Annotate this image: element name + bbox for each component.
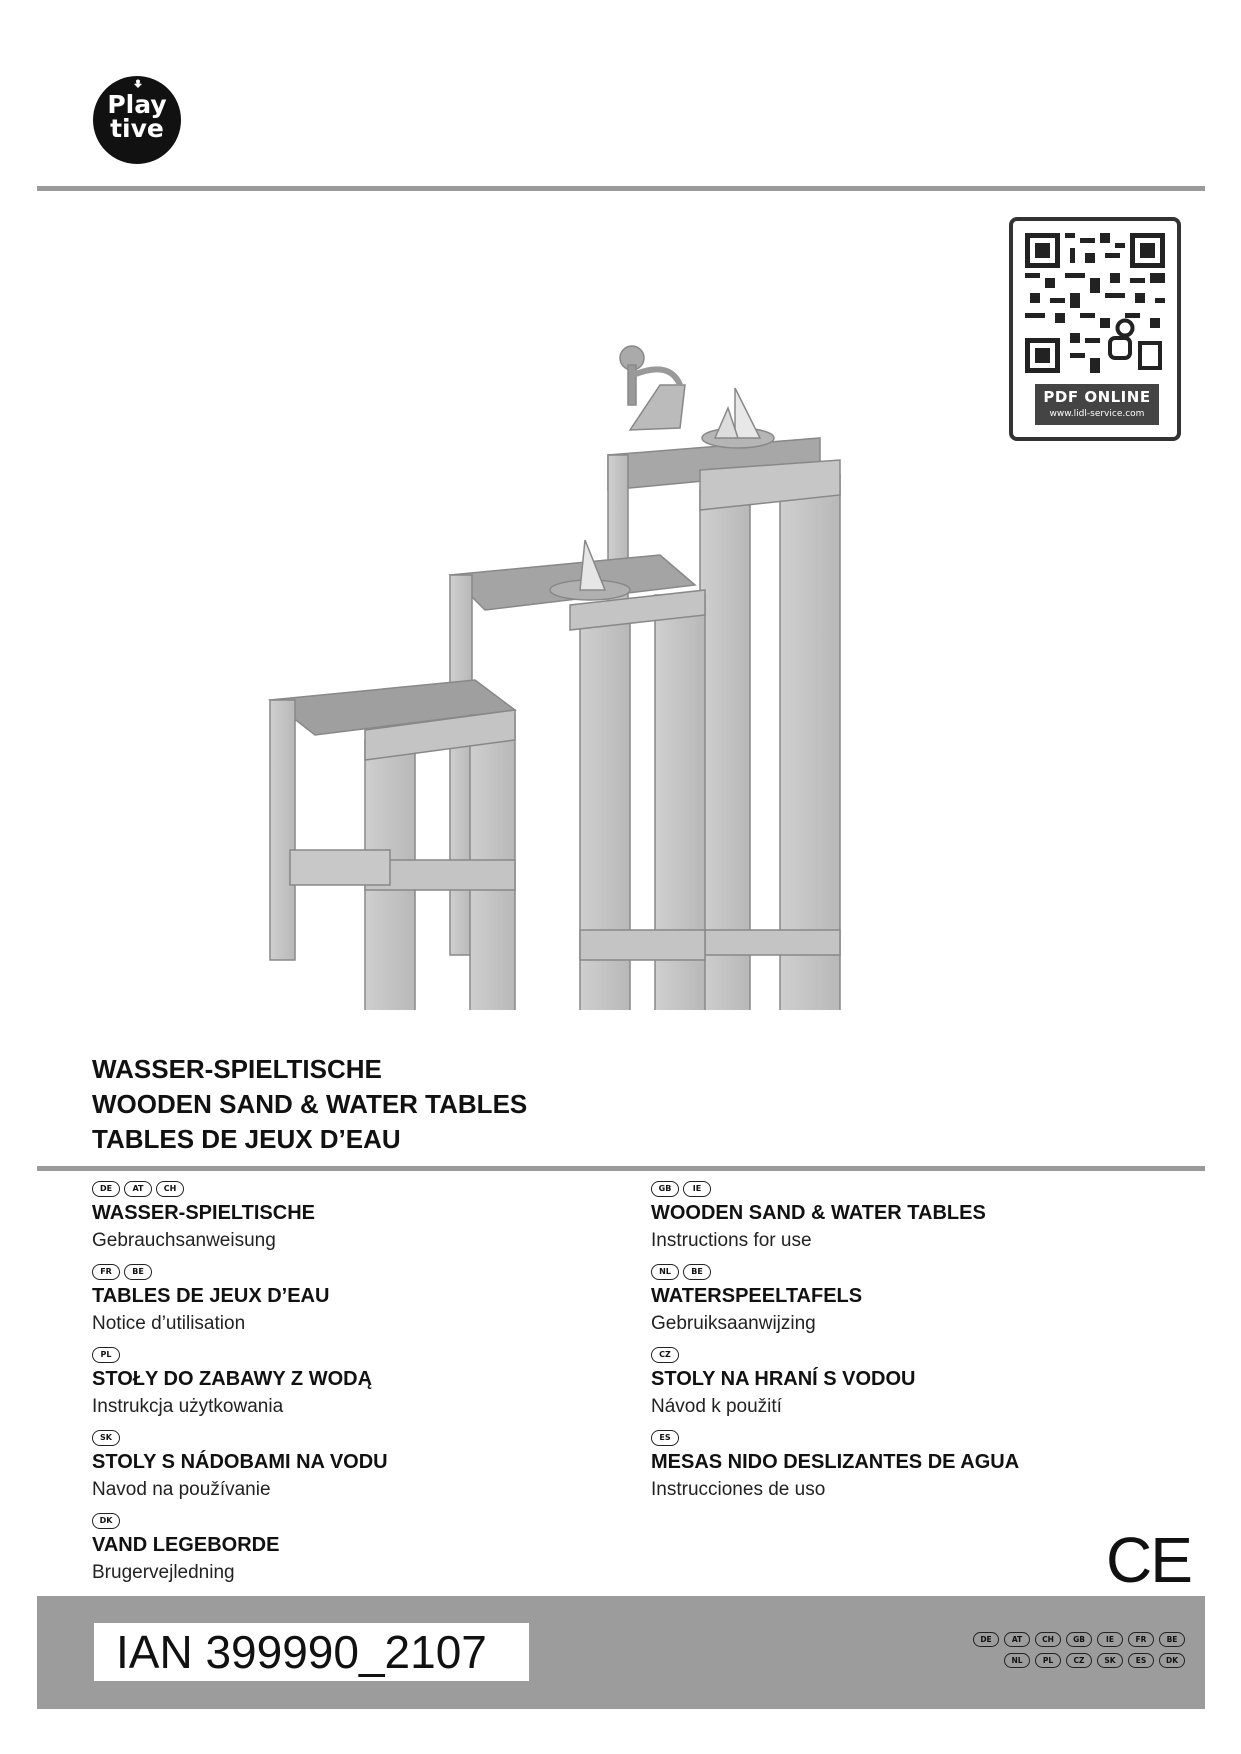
country-flags: [92, 1344, 652, 1366]
language-title: WOODEN SAND & WATER TABLES: [651, 1202, 986, 1224]
country-code-badge: IE: [683, 1181, 711, 1197]
country-flags: [651, 1344, 1211, 1366]
country-code-badge: CZ: [651, 1347, 679, 1363]
country-code-badge: CH: [1035, 1632, 1061, 1647]
footer-flags-row: [955, 1653, 1185, 1668]
small-table-illustration: [270, 680, 515, 1010]
language-title: STOŁY DO ZABAWY Z WODĄ: [92, 1368, 373, 1390]
language-subtitle: Instrucciones de uso: [651, 1479, 826, 1500]
ce-mark: CE: [1106, 1524, 1191, 1596]
country-code-badge: ES: [1128, 1653, 1154, 1668]
language-title: WASSER-SPIELTISCHE: [92, 1202, 315, 1224]
country-code-badge: GB: [651, 1181, 679, 1197]
country-flags: [651, 1178, 1211, 1200]
product-titles: [92, 1052, 527, 1157]
country-code-badge: SK: [92, 1430, 120, 1446]
country-code-badge: ES: [651, 1430, 679, 1446]
country-flags: [92, 1510, 652, 1532]
language-title: VAND LEGEBORDE: [92, 1534, 280, 1556]
title-de: WASSER-SPIELTISCHE: [92, 1054, 382, 1084]
country-code-badge: NL: [651, 1264, 679, 1280]
country-code-badge: AT: [1004, 1632, 1030, 1647]
top-divider: [37, 186, 1205, 191]
middle-divider: [37, 1166, 1205, 1171]
language-subtitle: Instructions for use: [651, 1230, 812, 1251]
country-code-badge: PL: [92, 1347, 120, 1363]
logo-person-icon: [133, 79, 143, 89]
qr-code-box[interactable]: [1009, 217, 1181, 441]
logo-text-line1: Play: [107, 90, 167, 119]
language-entry: [92, 1344, 652, 1427]
language-entry: [651, 1344, 1211, 1427]
country-code-badge: DK: [1159, 1653, 1185, 1668]
country-code-badge: BE: [1159, 1632, 1185, 1647]
country-code-badge: GB: [1066, 1632, 1092, 1647]
language-entry: [651, 1261, 1211, 1344]
footer-flags-row: [955, 1632, 1185, 1647]
country-flags: [92, 1178, 652, 1200]
language-title: MESAS NIDO DESLIZANTES DE AGUA: [651, 1451, 1020, 1473]
tall-table-illustration: [608, 346, 840, 1010]
pdf-online-url: www.lidl-service.com: [1049, 409, 1145, 419]
qr-code-icon: [1025, 233, 1165, 373]
product-illustration: [140, 210, 960, 1010]
country-code-badge: CH: [156, 1181, 184, 1197]
country-flags: [92, 1261, 652, 1283]
language-entry: [92, 1261, 652, 1344]
country-code-badge: BE: [124, 1264, 152, 1280]
footer-country-flags: [955, 1632, 1185, 1674]
language-subtitle: Navod na používanie: [92, 1479, 271, 1500]
language-subtitle: Návod k použití: [651, 1396, 782, 1417]
title-fr: TABLES DE JEUX D’EAU: [92, 1124, 401, 1154]
country-code-badge: NL: [1004, 1653, 1030, 1668]
language-entry: [651, 1178, 1211, 1261]
language-title: WATERSPEELTAFELS: [651, 1285, 863, 1307]
language-column-right: [651, 1178, 1211, 1510]
language-title: STOLY NA HRANÍ S VODOU: [651, 1368, 916, 1390]
language-title: STOLY S NÁDOBAMI NA VODU: [92, 1451, 388, 1473]
country-code-badge: DE: [92, 1181, 120, 1197]
language-subtitle: Gebrauchsanweisung: [92, 1230, 276, 1251]
language-column-left: [92, 1178, 652, 1593]
country-code-badge: DK: [92, 1513, 120, 1529]
language-subtitle: Notice d’utilisation: [92, 1313, 246, 1334]
pdf-online-label: PDF ONLINE: [1043, 388, 1151, 406]
pdf-online-badge: [1035, 384, 1159, 425]
language-entry: [92, 1178, 652, 1261]
country-flags: [651, 1261, 1211, 1283]
footer-band: [37, 1596, 1205, 1709]
language-subtitle: Brugervejledning: [92, 1562, 235, 1583]
language-subtitle: Instrukcja użytkowania: [92, 1396, 284, 1417]
title-gb: WOODEN SAND & WATER TABLES: [92, 1089, 528, 1119]
language-entry: [92, 1510, 652, 1593]
country-code-badge: FR: [92, 1264, 120, 1280]
country-code-badge: CZ: [1066, 1653, 1092, 1668]
country-code-badge: DE: [973, 1632, 999, 1647]
country-flags: [651, 1427, 1211, 1449]
logo-text-line2: tive: [110, 114, 164, 143]
country-code-badge: BE: [683, 1264, 711, 1280]
country-code-badge: AT: [124, 1181, 152, 1197]
country-code-badge: FR: [1128, 1632, 1154, 1647]
country-code-badge: IE: [1097, 1632, 1123, 1647]
country-code-badge: PL: [1035, 1653, 1061, 1668]
ian-number: IAN 399990_2107: [94, 1623, 529, 1681]
language-entry: [92, 1427, 652, 1510]
language-subtitle: Gebruiksaanwijzing: [651, 1313, 816, 1334]
playtive-logo: [93, 76, 181, 164]
language-entry: [651, 1427, 1211, 1510]
language-title: TABLES DE JEUX D’EAU: [92, 1285, 330, 1307]
country-code-badge: SK: [1097, 1653, 1123, 1668]
country-flags: [92, 1427, 652, 1449]
